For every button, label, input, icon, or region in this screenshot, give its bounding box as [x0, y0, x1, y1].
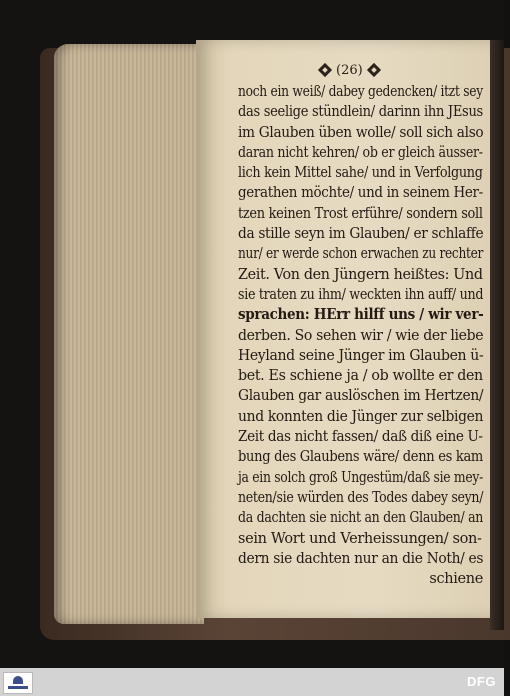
text-line: da stille seyn im Glauben/ er schlaffe — [238, 226, 484, 243]
text-line: im Glauben üben wolle/ soll sich also — [238, 124, 484, 141]
dfg-logo[interactable]: DFG — [467, 674, 496, 689]
text-line: dern sie dachten nur an die Noth/ es — [238, 550, 484, 567]
text-line: sie traten zu ihm/ weckten ihn auff/ und — [238, 286, 484, 303]
text-line: noch ein weiß/ dabey gedencken/ itzt sey — [238, 84, 483, 100]
page-number: (26) — [336, 62, 363, 78]
ornament-left-icon — [318, 63, 332, 77]
text-line: gerathen möchte/ und in seinem Her- — [238, 185, 483, 202]
text-line: und konnten die Jünger zur selbigen — [238, 408, 484, 425]
page-edges — [54, 44, 204, 624]
text-line: daran nicht kehren/ ob er gleich äusser- — [238, 144, 483, 161]
viewer-footer — [0, 668, 504, 696]
text-line: Glauben gar auslöschen im Hertzen/ — [238, 388, 484, 405]
text-line: nur/ er werde schon erwachen zu rechter — [238, 246, 484, 263]
text-line: neten/sie würden des Todes dabey seyn/ — [238, 489, 484, 506]
text-line: Heyland seine Jünger im Glauben ü- — [238, 347, 484, 364]
text-line: das seelige stündlein/ darinn ihn JEsus — [238, 104, 483, 121]
text-line: ja ein solch groß Ungestüm/daß sie mey- — [238, 469, 483, 486]
library-logo[interactable] — [3, 672, 33, 694]
binding-edge — [490, 40, 504, 630]
text-line: sein Wort und Verheissungen/ son- — [238, 530, 482, 547]
text-line: lich kein Mittel sahe/ und in Verfolgung — [238, 165, 483, 182]
text-line: bung des Glaubens wäre/ denn es kam — [238, 449, 483, 466]
text-line: Zeit das nicht fassen/ daß diß eine U- — [238, 429, 483, 446]
page-text — [238, 82, 483, 589]
text-line: bet. Es schiene ja / ob wollte er den — [238, 368, 483, 385]
text-line: derben. So sehen wir / wie der liebe — [238, 327, 484, 344]
text-line: sprachen: HErr hilff uns / wir ver- — [238, 306, 484, 324]
catchword: schiene — [429, 571, 483, 588]
ornament-right-icon — [367, 63, 381, 77]
page-header — [318, 60, 381, 80]
text-line: da dachten sie nicht an den Glauben/ an — [238, 510, 484, 527]
text-line: Zeit. Von den Jüngern heißtes: Und — [238, 266, 483, 283]
text-line: tzen keinen Trost erführe/ sondern soll — [238, 205, 483, 222]
